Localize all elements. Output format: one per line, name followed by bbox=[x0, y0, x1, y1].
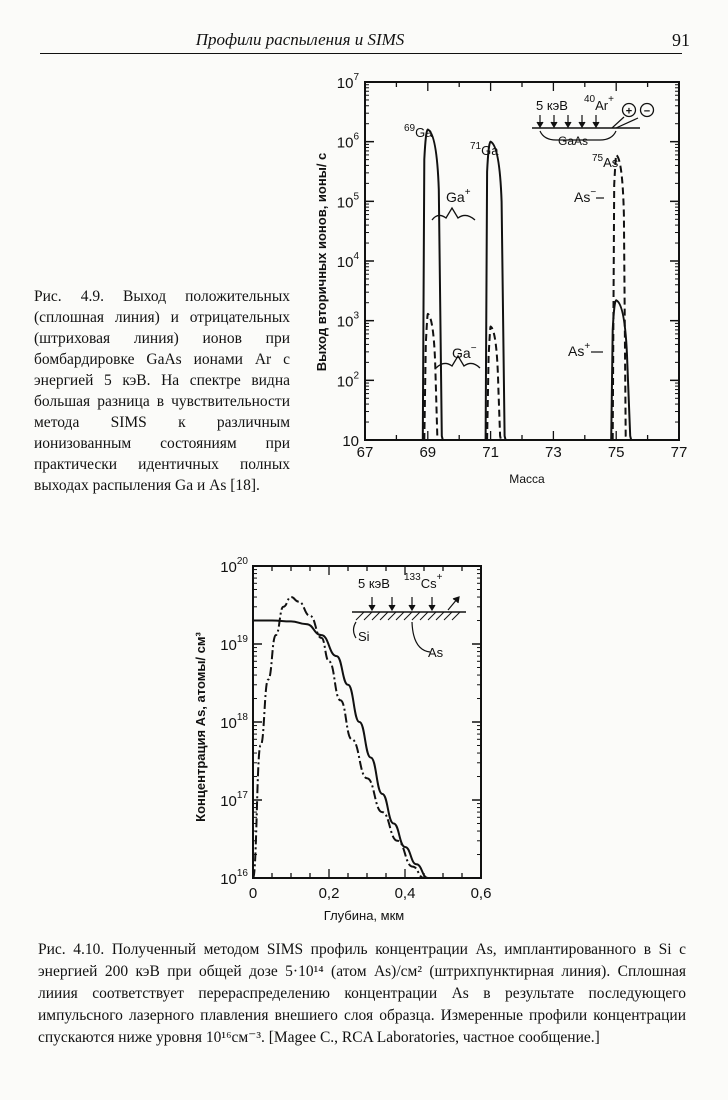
page-number: 91 bbox=[672, 30, 690, 50]
figure-4-10-inset bbox=[352, 572, 466, 660]
curve-laser-melted bbox=[253, 621, 428, 878]
figure-4-10-y-label: Концентрация As, атомы/ см³ bbox=[193, 632, 208, 822]
figure-4-9-y-label: Выход вторичных ионов, ионы/ с bbox=[314, 152, 329, 372]
y-tick-label: $10^4$ bbox=[336, 251, 359, 271]
y-tick-label: $10^2$ bbox=[336, 370, 359, 391]
label-as-plus: As+ bbox=[568, 341, 591, 359]
y-tick-label: 10 bbox=[342, 433, 359, 450]
si-label: Si bbox=[358, 629, 370, 644]
x-tick-label: 71 bbox=[482, 444, 499, 461]
figure-4-10-x-label: Глубина, мкм bbox=[323, 908, 405, 923]
x-tick-label: 75 bbox=[607, 444, 625, 461]
running-title: Профили распыления и SIMS bbox=[195, 30, 405, 49]
label-ga69: $^{69}$Ga bbox=[404, 123, 433, 140]
inset2-ion: $^{133}$Cs+ bbox=[404, 572, 443, 591]
y-tick-label: $10^{16}$ bbox=[220, 868, 248, 888]
x-tick-label: 0,2 bbox=[318, 885, 340, 902]
label-ga-minus: Ga− bbox=[452, 343, 477, 361]
inset2-hatch bbox=[356, 612, 460, 620]
y-tick-label: $10^{19}$ bbox=[220, 634, 248, 654]
inset-plus-sign: + bbox=[625, 105, 633, 118]
y-tick-label: $10^3$ bbox=[336, 310, 359, 331]
inset-minus-sign: − bbox=[643, 105, 651, 118]
figure-4-10-plot bbox=[193, 556, 491, 923]
x-tick-label: 0,6 bbox=[470, 885, 492, 902]
inset-sample: GaAs bbox=[558, 134, 589, 148]
x-tick-label: 67 bbox=[356, 444, 374, 461]
figure-4-9-curves bbox=[423, 129, 631, 440]
y-tick-label: $10^{17}$ bbox=[220, 790, 248, 810]
x-tick-label: 0 bbox=[248, 885, 258, 902]
figure-4-9-inset bbox=[532, 94, 654, 148]
peak-asplus-75 bbox=[611, 300, 631, 440]
curve-as-implanted bbox=[253, 597, 424, 878]
as-label: As bbox=[428, 645, 444, 660]
figure-4-10-caption: Рис. 4.10. Полученный методом SIMS профиль концентрации As, имплантированного в Si с энергией 200 кэВ при общей дозе 5·10¹⁴ (атом As)/см² (штрихпунктирная линия). Сплошная лииия соответствует перераспределению концентрации As в результате последующего импульсного лазерного плавления внешиего слоя образца. Измеренные профили концентрации спускаются ниже уровня 10¹⁶см⁻³. [Magee C., RCA Laboratories, частное сообщение.] bbox=[38, 941, 686, 1046]
figure-4-10-curves bbox=[253, 597, 428, 878]
figure-4-9-frame bbox=[365, 82, 679, 440]
peak-gaminus-71 bbox=[487, 326, 501, 440]
label-as-minus: As− bbox=[574, 187, 597, 205]
x-tick-label: 0,4 bbox=[394, 885, 416, 902]
inset-energy: 5 кэВ bbox=[536, 98, 568, 113]
inset2-arrows bbox=[369, 597, 459, 610]
y-tick-label: $10^7$ bbox=[336, 72, 359, 92]
label-as75: $^{75}$As bbox=[592, 153, 619, 170]
figure-4-9-plot bbox=[314, 72, 687, 486]
figure-4-9-x-label: Масса bbox=[509, 472, 545, 486]
inset2-energy: 5 кэВ bbox=[358, 576, 390, 591]
si-bracket bbox=[354, 622, 357, 638]
peak-asminus-75 bbox=[613, 155, 627, 440]
figure-4-9-caption: Рис. 4.9. Выход положительных (сплошная линия) и отрицательных (штриховая линия) ионов при бомбардировке GaAs ионами Ar с энергией 5 кэВ. На спектре видна большая разница в чувствительности метода SIMS к различным ионизованным состояниям при практически идентичных полных выходах распыления Ga и As [18]. bbox=[34, 288, 290, 494]
figure-4-10-y-ticks bbox=[220, 556, 481, 888]
inset-ion: $^{40}$Ar+ bbox=[584, 94, 614, 113]
label-ga71: $^{71}$Ga bbox=[470, 141, 499, 158]
inset-arrows bbox=[537, 115, 638, 128]
y-tick-label: $10^{18}$ bbox=[220, 712, 248, 732]
y-tick-label: $10^{20}$ bbox=[220, 556, 248, 576]
figure-4-9-x-ticks bbox=[357, 82, 688, 461]
peak-gaminus-69 bbox=[424, 314, 438, 440]
x-tick-label: 69 bbox=[419, 444, 437, 461]
y-tick-label: $10^6$ bbox=[336, 131, 359, 152]
x-tick-label: 77 bbox=[670, 444, 688, 461]
figure-4-10-frame bbox=[253, 566, 481, 878]
y-tick-label: $10^5$ bbox=[336, 191, 359, 212]
label-ga-plus: Ga+ bbox=[446, 187, 471, 205]
x-tick-label: 73 bbox=[545, 444, 562, 461]
